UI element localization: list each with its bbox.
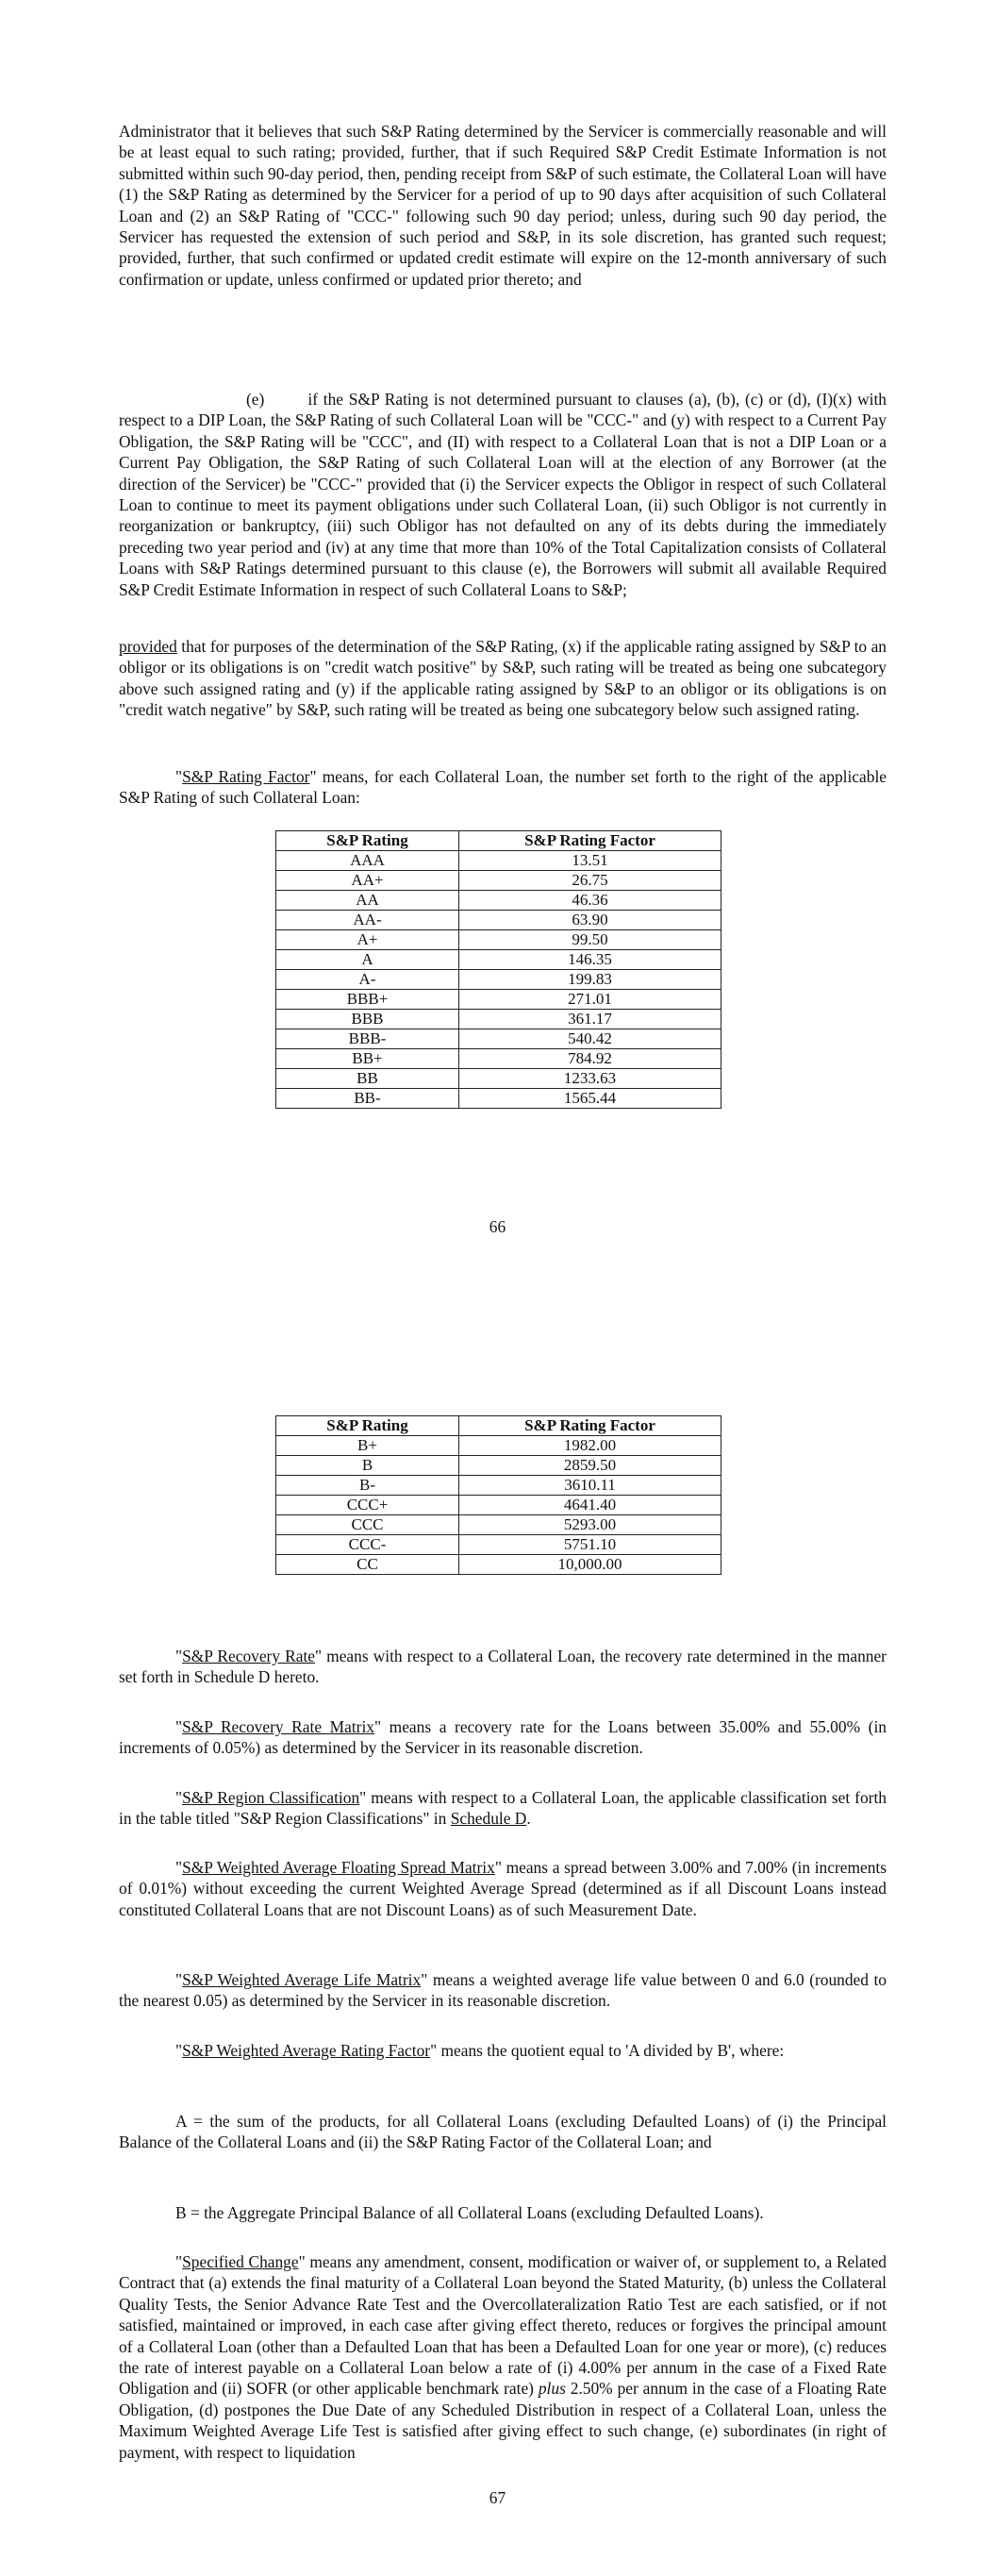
rating-cell: BBB [276, 1010, 459, 1029]
factor-cell: 10,000.00 [459, 1555, 721, 1575]
definition-region-classification: "S&P Region Classification" means with respect to a Collateral Loan, the applicable classification set forth in the table titled "S&P Region Classifications" in Schedule D. [119, 1788, 887, 1829]
column-header: S&P Rating [276, 831, 459, 851]
factor-cell: 271.01 [459, 990, 721, 1010]
definition-text: " means, for each Collateral Loan, the number set forth to the right of the applicable S&P Rating of such Collateral Loan: [119, 767, 887, 808]
table-row [276, 1069, 721, 1089]
column-header: S&P Rating Factor [459, 831, 721, 851]
factor-cell: 5293.00 [459, 1515, 721, 1535]
table-row [276, 950, 721, 970]
table-row [276, 930, 721, 950]
rating-cell: AA- [276, 911, 459, 930]
defined-term: provided [119, 637, 177, 656]
paragraph-provided [119, 636, 887, 721]
definition-specified-change: "Specified Change" means any amendment, consent, modification or waiver of, or supplement to, a Related Contract that (a) extends the final maturity of a Collateral Loan beyond the Stated Maturity, (b) unless the Collateral Quality Tests, the Senior Advance Rate Test and the Overcollateralization Ratio Test are each satisfied, or if not satisfied, maintained or improved, in each case after giving effect thereto, reduces or forgives the principal amount of a Collateral Loan (other than a Defaulted Loan that has been a Defaulted Loan for one year or more), (c) reduces the rate of interest payable on a Collateral Loan below a rate of (i) 4.00% per annum in the case of a Fixed Rate Obligation and (ii) SOFR (or other applicable benchmark rate) plus 2.50% per annum in the case of a Floating Rate Obligation, (d) postpones the Due Date of any Scheduled Distribution in respect of a Collateral Loan, unless the Maximum Weighted Average Life Test is satisfied after giving effect to such change, (e) subordinates (in right of payment, with respect to liquidation [119, 2252, 887, 2462]
table-header-row [276, 831, 721, 851]
table-row [276, 1456, 721, 1476]
table-row [276, 1049, 721, 1069]
paragraph-administrator [119, 121, 887, 290]
factor-cell: 63.90 [459, 911, 721, 930]
paragraph-clause-e [119, 389, 887, 600]
definition-text: " means a weighted average life value between 0 and 6.0 (rounded to the nearest 0.05) as determined by the Servicer in its reasonable discretion. [119, 1970, 887, 2011]
rating-cell: B [276, 1456, 459, 1476]
rating-cell: B+ [276, 1436, 459, 1456]
factor-cell: 26.75 [459, 871, 721, 891]
table-row [276, 851, 721, 871]
definition-spread-matrix: "S&P Weighted Average Floating Spread Matrix" means a spread between 3.00% and 7.00% (in increments of 0.01%) without exceeding the current Weighted Average Spread (determined as if all Discount Loans instead constituted Collateral Loans that are not Discount Loans) as of such Measurement Date. [119, 1858, 887, 1919]
table-row [276, 1436, 721, 1456]
factor-cell: 146.35 [459, 950, 721, 970]
definition-text: " means the quotient equal to 'A divided by B', where: [430, 2041, 785, 2060]
table-row [276, 1476, 721, 1496]
definition-recovery-rate-matrix: "S&P Recovery Rate Matrix" means a recovery rate for the Loans between 35.00% and 55.00% (in increments of 0.05%) as determined by the Servicer in its reasonable discretion. [119, 1717, 887, 1758]
table-row [276, 1496, 721, 1515]
table-row [276, 911, 721, 930]
defined-term: S&P Recovery Rate Matrix [182, 1717, 374, 1736]
rating-cell: CCC [276, 1515, 459, 1535]
defined-term: S&P Rating Factor [182, 767, 310, 786]
formula-a-definition [119, 2111, 887, 2153]
factor-cell: 2859.50 [459, 1456, 721, 1476]
rating-cell: B- [276, 1476, 459, 1496]
rating-cell: BB+ [276, 1049, 459, 1069]
paragraph-text: Administrator that it believes that such S&P Rating determined by the Servicer is commercially reasonable and will be at least equal to such rating; provided, further, that if such Required S&P Credit Estimate Information is not submitted within such 90-day period, then, pending receipt from S&P of such estimate, the Collateral Loan will have (1) the S&P Rating as determined by the Servicer for a period of up to 90 days after acquisition of such Collateral Loan and (2) an S&P Rating of "CCC-" following such 90 day period; unless, during such 90 day period, the Servicer has requested the extension of such period and S&P, in its sole discretion, has granted such request; provided, further, that such confirmed or updated credit estimate will expire on the 12-month anniversary of such confirmation or update, unless confirmed or updated prior thereto; and [119, 122, 887, 289]
factor-cell: 540.42 [459, 1029, 721, 1049]
table-row [276, 1089, 721, 1109]
factor-cell: 3610.11 [459, 1476, 721, 1496]
definition-weighted-average-rating-factor: "S&P Weighted Average Rating Factor" means the quotient equal to 'A divided by B', where: [175, 2041, 785, 2060]
quote-mark: " [175, 767, 183, 786]
factor-cell: 1565.44 [459, 1089, 721, 1109]
definition-rating-factor [119, 766, 887, 809]
definition-text: " means a recovery rate for the Loans between 35.00% and 55.00% (in increments of 0.05%) as determined by the Servicer in its reasonable discretion. [119, 1717, 887, 1758]
definition-text: 2.50% per annum in the case of a Floating Rate Obligation, (d) postpones the Due Date of any Scheduled Distribution in respect of a Collateral Loan, unless the Maximum Weighted Average Life Test is satisfied after giving effect to such change, (e) subordinates (in right of payment, with respect to liquidation [119, 2379, 887, 2462]
rating-cell: A [276, 950, 459, 970]
defined-term: S&P Weighted Average Floating Spread Matrix [182, 1858, 495, 1877]
rating-cell: BB- [276, 1089, 459, 1109]
definition-text: " means any amendment, consent, modification or waiver of, or supplement to, a Related Contract that (a) extends the final maturity of a Collateral Loan beyond the Stated Maturity, (b) unless the Collateral Quality Tests, the Senior Advance Rate Test and the Overcollateralization Ratio Test are each satisfied, or if not satisfied, maintained or improved, in each case after giving effect thereto, reduces or forgives the principal amount of a Collateral Loan (other than a Defaulted Loan that has been a Defaulted Loan for one year or more), (c) reduces the rate of interest payable on a Collateral Loan below a rate of (i) 4.00% per annum in the case of a Fixed Rate Obligation and (ii) SOFR (or other applicable benchmark rate) [119, 2252, 887, 2399]
formula-b-definition [119, 2202, 887, 2223]
table-row [276, 871, 721, 891]
rating-cell: CCC+ [276, 1496, 459, 1515]
table-row [276, 891, 721, 911]
defined-term: S&P Region Classification [182, 1788, 360, 1807]
paragraph-text: B = the Aggregate Principal Balance of all Collateral Loans (excluding Defaulted Loans). [175, 2203, 764, 2222]
factor-cell: 46.36 [459, 891, 721, 911]
rating-cell: AA+ [276, 871, 459, 891]
table-row [276, 990, 721, 1010]
defined-term: S&P Weighted Average Life Matrix [182, 1970, 422, 1989]
rating-cell: BBB- [276, 1029, 459, 1049]
defined-term: S&P Weighted Average Rating Factor [182, 2041, 431, 2060]
paragraph-text: A = the sum of the products, for all Collateral Loans (excluding Defaulted Loans) of (i) the Principal Balance of the Collateral Loans and (ii) the S&P Rating Factor of the Collateral Loan; and [119, 2112, 887, 2152]
column-header: S&P Rating Factor [459, 1416, 721, 1436]
factor-cell: 99.50 [459, 930, 721, 950]
rating-cell: BB [276, 1069, 459, 1089]
definition-text: " means a spread between 3.00% and 7.00% (in increments of 0.01%) without exceeding the current Weighted Average Spread (determined as if all Discount Loans instead constituted Collateral Loans that are not Discount Loans) as of such Measurement Date. [119, 1858, 887, 1919]
definition-text: " means with respect to a Collateral Loan, the applicable classification set forth in the table titled "S&P Region Classifications" in [119, 1788, 887, 1829]
schedule-reference: Schedule D [450, 1809, 527, 1829]
factor-cell: 361.17 [459, 1010, 721, 1029]
italic-plus: plus [538, 2379, 566, 2399]
paragraph-text: that for purposes of the determination of the S&P Rating, (x) if the applicable rating assigned by S&P to an obligor or its obligations is on "credit watch positive" by S&P, such rating will be treated as being one subcategory above such assigned rating and (y) if the applicable rating assigned by S&P to an obligor or its obligations is on "credit watch negative" by S&P, such rating will be treated as being one subcategory below such assigned rating. [119, 637, 887, 720]
rating-factor-table-2 [275, 1415, 721, 1575]
factor-cell: 5751.10 [459, 1535, 721, 1555]
table-row [276, 970, 721, 990]
page-number: 67 [489, 2488, 506, 2507]
defined-term: S&P Recovery Rate [182, 1647, 315, 1665]
column-header: S&P Rating [276, 1416, 459, 1436]
table-row [276, 1515, 721, 1535]
period: . [526, 1809, 531, 1829]
rating-cell: CC [276, 1555, 459, 1575]
rating-cell: AAA [276, 851, 459, 871]
factor-cell: 784.92 [459, 1049, 721, 1069]
rating-cell: A- [276, 970, 459, 990]
rating-cell: BBB+ [276, 990, 459, 1010]
rating-cell: CCC- [276, 1535, 459, 1555]
rating-cell: AA [276, 891, 459, 911]
table-row [276, 1010, 721, 1029]
page-number: 66 [489, 1217, 506, 1236]
paragraph-text: (e) if the S&P Rating is not determined pursuant to clauses (a), (b), (c) or (d), (I)(x) with respect to a DIP Loan, the S&P Rating of such Collateral Loan will be "CCC-" and (y) with respect to a Current Pay Obligation, the S&P Rating will be "CCC", and (II) with respect to a Collateral Loan that is not a DIP Loan or a Current Pay Obligation, the S&P Rating of such Collateral Loan will at the election of any Borrower (at the direction of the Servicer) be "CCC-" provided that (i) the Servicer expects the Obligor in respect of such Collateral Loan to continue to meet its payment obligations under such Collateral Loan, (ii) such Obligor is not currently in reorganization or bankruptcy, (iii) such Obligor has not defaulted on any of its debts during the immediately preceding two year period and (iv) at any time that more than 10% of the Total Capitalization consists of Collateral Loans with S&P Ratings determined pursuant to this clause (e), the Borrowers will submit all available Required S&P Credit Estimate Information in respect of such Collateral Loans to S&P; [119, 390, 887, 599]
rating-cell: A+ [276, 930, 459, 950]
factor-cell: 1982.00 [459, 1436, 721, 1456]
factor-cell: 4641.40 [459, 1496, 721, 1515]
table-row [276, 1029, 721, 1049]
table-row [276, 1535, 721, 1555]
factor-cell: 199.83 [459, 970, 721, 990]
definition-life-matrix: "S&P Weighted Average Life Matrix" means a weighted average life value between 0 and 6.0 (rounded to the nearest 0.05) as determined by the Servicer in its reasonable discretion. [119, 1970, 887, 2011]
rating-factor-table-1 [275, 830, 721, 1109]
definition-recovery-rate: "S&P Recovery Rate" means with respect to a Collateral Loan, the recovery rate determined in the manner set forth in Schedule D hereto. [119, 1647, 887, 1687]
table-header-row [276, 1416, 721, 1436]
factor-cell: 13.51 [459, 851, 721, 871]
definition-text: " means with respect to a Collateral Loan, the recovery rate determined in the manner set forth in Schedule D hereto. [119, 1647, 887, 1687]
factor-cell: 1233.63 [459, 1069, 721, 1089]
table-row [276, 1555, 721, 1575]
defined-term: Specified Change [182, 2252, 299, 2271]
